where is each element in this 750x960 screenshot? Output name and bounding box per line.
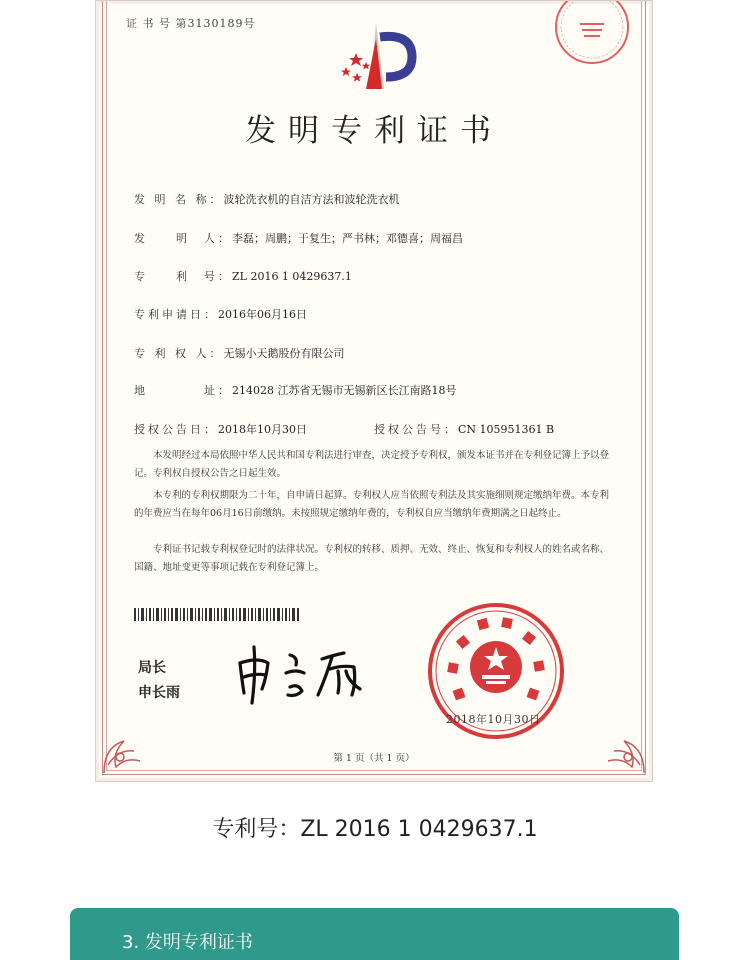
field-grant-date [134,421,307,437]
certificate-number: 证 书 号 第3130189号 [126,17,256,30]
barcode [134,608,299,621]
field-label: 授权公告日： [134,423,218,436]
field-value: 李磊；周鹏；于复生；严书林；邓德喜；周福昌 [232,232,463,245]
field-value: ZL 2016 1 0429637.1 [232,270,352,283]
signature-name: 申长雨 [138,685,180,701]
paragraph-register: 专利证书记载专利权登记时的法律状况。专利权的转移、质押、无效、终止、恢复和专利权人的姓名或名称、国籍、地址变更等事项记载在专利登记簿上。 [134,544,610,573]
field-value: 214028 江苏省无锡市无锡新区长江南路18号 [232,384,457,397]
field-label: 专 利 权 人： [134,347,224,360]
handwritten-signature [234,637,374,707]
agency-seal [552,1,632,67]
patent-office-logo [326,19,426,99]
field-value: 波轮洗衣机的自洁方法和波轮洗衣机 [223,193,400,206]
field-patent-number [134,268,352,284]
field-label: 专利申请日： [134,308,218,321]
field-label: 地 址： [134,384,232,397]
paragraph-term: 本专利的专利权期限为二十年，自申请日起算。专利权人应当依照专利法及其实施细则规定缴纳年费。本专利的年费应当在每年06月16日前缴纳。未按照规定缴纳年费的，专利权自应当缴纳年费期满之日起终止。 [134,490,610,519]
patent-certificate-image [95,0,653,782]
field-announcement-number [374,421,554,437]
field-patentee [134,345,345,361]
ornament-bottom-right-icon [588,717,648,777]
field-label: 专 利 号： [134,270,232,283]
field-value: CN 105951361 B [458,423,555,436]
certificate-title: 发明专利证书 [245,113,503,149]
field-inventors [134,230,463,246]
field-invention-name [134,191,400,207]
section-title: 3. 发明专利证书 [122,932,253,953]
field-label: 授权公告号： [374,423,458,436]
section-header-bar [70,908,679,960]
field-label: 发 明 人： [134,232,232,245]
field-value: 无锡小天鹅股份有限公司 [223,347,345,360]
signature-title: 局长 [138,660,166,676]
field-label: 发 明 名 称： [134,193,224,206]
patent-number-caption: 专利号：ZL 2016 1 0429637.1 [212,817,538,842]
field-address [134,382,456,398]
field-value: 2018年10月30日 [218,423,307,436]
field-value: 2016年06月16日 [218,308,307,321]
seal-date: 2018年10月30日 [446,713,541,726]
paragraph-grant: 本发明经过本局依照中华人民共和国专利法进行审查，决定授予专利权，颁发本证书并在专利登记簿上予以登记。专利权自授权公告之日起生效。 [134,450,610,479]
ornament-bottom-left-icon [100,717,160,777]
field-application-date [134,306,307,322]
certificate-page-footer: 第 1 页（共 1 页） [333,753,415,764]
